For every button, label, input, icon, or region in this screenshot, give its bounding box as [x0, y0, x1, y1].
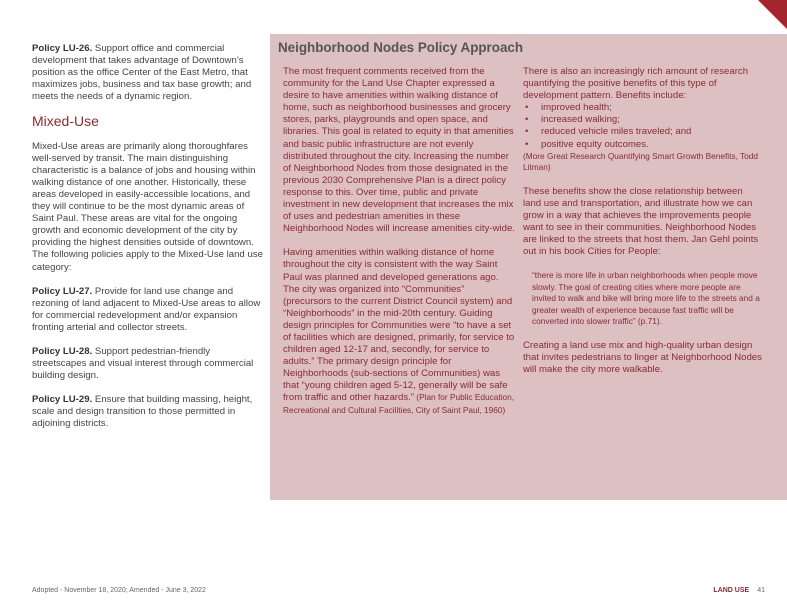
page-number: 41: [757, 587, 765, 594]
list-item: • reduced vehicle miles traveled; and: [523, 126, 763, 138]
policy-label: Policy LU-26.: [32, 43, 93, 54]
policy-lu27: [32, 286, 264, 334]
footer-right: [713, 587, 765, 594]
sidebar-panel: [270, 34, 787, 500]
policy-text: Provide for land use change and rezoning of land adjacent to Mixed-Use areas to allow for commercial redevelopment and/or expansion fronting arterial and collector streets.: [32, 285, 261, 333]
panel-paragraph: [283, 247, 515, 416]
panel-paragraph: Creating a land use mix and high-quality urban design that invites pedestrians to linger at Neighborhood Nodes will make the city more walkable.: [523, 339, 762, 375]
panel-text: There is also an increasingly rich amount of research quantifying the positive benefits of this type of development pattern. Benefits include:: [523, 66, 749, 102]
panel-title: Neighborhood Nodes Policy Approach: [278, 40, 524, 55]
panel-column-1: [283, 66, 515, 429]
footer-adopted: Adopted - November 18, 2020; Amended - June 3, 2022: [32, 587, 206, 594]
panel-paragraph: [523, 66, 763, 102]
section-label: LAND USE: [713, 587, 750, 594]
panel-paragraph: These benefits show the close relationship between land use and transportation, and illustrate how we can grow in a way that achieves the improvements people want to see in their communities. Neighborhood Nodes are linked to the streets that host them. Jan Gehl points out in his book Cities for People:: [523, 185, 759, 258]
panel-text: Having amenities within walking distance of home throughout the city is consistent with the way Saint Paul was planned and developed generations ago. The city was organized into “Communities” (precursors to the current District Council system) and “Neighborhoods” in the mid-20th century. Guiding design principles for Communities were “to have a set of facilities which are designed, primarily, for service to children aged 12-17 and, secondly, for service to adults.” The primary design principle for Neighborhoods (sub-sections of Communities) was that “young children aged 5-12, generally will be safe from traffic and other hazards.”: [283, 247, 515, 404]
policy-label: Policy LU-29.: [32, 394, 93, 406]
panel-column-2: [523, 66, 763, 388]
citation: (More Great Research Quantifying Smart Growth Benefits, Todd Litman): [523, 150, 759, 173]
policy-label: Policy LU-28.: [32, 345, 93, 357]
left-column: [32, 43, 264, 443]
corner-tab: [758, 0, 787, 29]
policy-text: Ensure that building massing, height, scale and design transition to those permitted in adjoining districts.: [32, 394, 253, 430]
policy-lu29: [32, 394, 264, 430]
mixed-use-intro: Mixed-Use areas are primarily along thoroughfares well-served by transit. The main distinguishing characteristic is a balance of jobs and housing within walking distance of one another. Historically, these areas developed in easily-accessible locations, and they will continue to be the most dynamic areas of Saint Paul. These areas are vital for the ongoing growth and economic development of the city by providing the highest densities outside of downtown. The following policies apply to the Mixed-Use land use category:: [32, 140, 263, 273]
list-item: • improved health;: [523, 102, 763, 114]
list-item: • increased walking;: [523, 114, 763, 126]
citation: (Plan for Public Education, Recreational and Cultural Facilities, City of Saint Paul, 1960): [283, 392, 515, 415]
panel-paragraph: The most frequent comments received from the community for the Land Use Chapter expressed a desire to have amenities within walking distance of home, such as neighborhood businesses and grocery stores, parks, playgrounds and open space, and libraries. This goal is related to equity in that amenities and basic public infrastructure are not evenly distributed throughout the city. Increasing the number of Neighborhood Nodes from those designated in the previous 2030 Comprehensive Plan is a direct policy response to this. Over time, public and private investment in new development that increases the mix of uses and pedestrian amenities in these Neighborhood Nodes will increase amenities city-wide.: [283, 66, 515, 235]
policy-label: Policy LU-27.: [32, 285, 93, 297]
list-item: • positive equity outcomes.: [523, 139, 763, 151]
block-quote: “there is more life in urban neighborhoods when people move slowly. The goal of creating cities where more people are invited to walk and bike will bring more life to the streets and a greater wealth of experience because fast traffic will be converted into slower traffic” (p.71).: [532, 270, 760, 327]
policy-lu26: [32, 43, 264, 103]
policy-lu28: [32, 346, 264, 382]
benefits-list: [523, 102, 763, 150]
policy-text: Support pedestrian-friendly streetscapes and visual interest through commercial building design.: [32, 345, 254, 382]
section-heading: Mixed-Use: [32, 113, 99, 130]
policy-text: Support office and commercial development that takes advantage of Downtown’s position as the office Center of the East Metro, that maximizes jobs, business and tax base growth; and meets the needs of a dynamic region.: [32, 43, 252, 103]
